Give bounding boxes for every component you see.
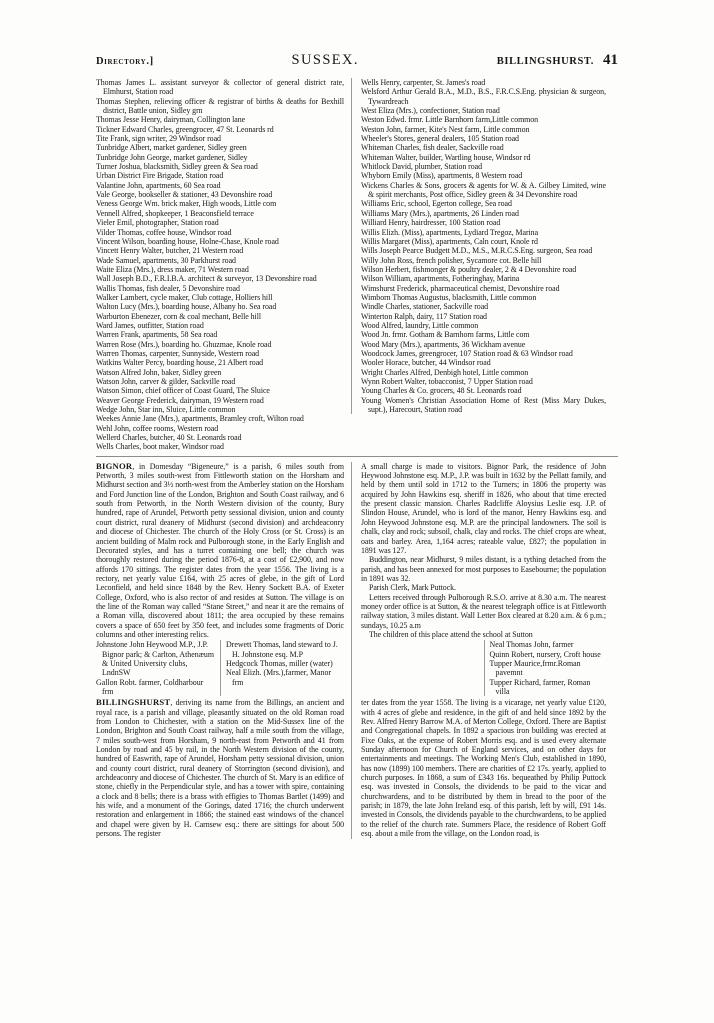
running-head-county: SUSSEX. [291, 52, 359, 68]
directory-entry: Turner Joshua, blacksmith, Sidley green & Sea road [96, 162, 258, 172]
directory-entry: Willis Margaret (Miss), apartments, Caln court, Knole rd [361, 236, 538, 246]
directory-entry: Vale George, bookseller & stationer, 43 Devonshire road [96, 190, 273, 200]
running-head-left: Directory.] [96, 56, 154, 67]
resident-entry: Gallon Robt. farmer, Coldharbour frm [96, 677, 204, 696]
resident-entry: Quinn Robert, nursery, Croft house [489, 649, 601, 659]
bignor-residents-inset-continued [361, 640, 606, 696]
bignor-place-name: BIGNOR [96, 460, 133, 471]
directory-entry: Tickner Edward Charles, greengrocer, 47 St. Leonards rd [96, 124, 274, 134]
directory-entry: Wallis Thomas, fish dealer, 5 Devonshire road [96, 283, 240, 293]
bignor-commercial-residents-continued [484, 640, 607, 696]
directory-entry: Wright Charles Alfred, Denbigh hotel, Little common [361, 367, 529, 377]
bignor-postal-info: Letters received through Pulborough R.S.O. arrive at 8.30 a.m. The nearest money order office is at Sutton, & the nearest telegraph office is at Fittleworth railway station, 3 miles distant. Wall Letter Box cleared at 8.20 a.m. & 6 p.m.; sundays, 10.25 a.m [361, 592, 606, 630]
billingshurst-place-name: BILLINGSHURST [96, 697, 171, 708]
directory-entry: Winterton Ralph, dairy, 117 Station road [361, 311, 487, 321]
directory-entry: Warburton Ebenezer, corn & coal mechant, Belle hill [96, 311, 261, 321]
directory-entry: West Eliza (Mrs.), confectioner, Station road [361, 106, 500, 116]
directory-entry: Vincent Wilson, boarding house, Holne-Chase, Knole road [96, 236, 279, 246]
directory-entry: Watson John, carver & gilder, Sackville road [96, 377, 236, 386]
article-column-right [351, 462, 606, 839]
directory-entry: Wills Joseph Pearce Budgett M.D., M.S., M.R.C.S.Eng. surgeon, Sea road [361, 246, 593, 256]
directory-entry: Wilson William, apartments, Fotheringhay, Marina [361, 274, 520, 284]
article-column-left [96, 462, 351, 839]
resident-entry: Drewett Thomas, land steward to J. H. Johnstone esq. M.P [226, 640, 338, 659]
directory-entry: Vincett Henry Walter, butcher, 21 Western road [96, 246, 244, 256]
billingshurst-article-text: , deriving its name from the Billings, an ancient and royal race, is a parish and village, pleasantly situated on the old Roman road from London to Chichester, with a station on the Mid-Sussex line of the London, Brighton and South Coast railway, half a mile south from the village, 7 miles south-west from Horsham, 9 north-east from Petworth and 41 from London by road and 45 by rail, in the North Western division of the county, hundred of Easwrith, rape of Arundel, Horsham petty sessional division, union and county court district, rural deanery of Storrington (second division), and archdeaconry and diocese of Chichester. The church of St. Mary is an edifice of stone, chiefly in the Perpendicular style, and has a tower with spire, containing a clock and 8 bells; there is a brass with effigies to Thomas Bartlet (1499) and his wife, and a monument of the Gorings, dated 1716; the church underwent restoration and enlargement in 1866; the stained east windows of the chancel and chapel were given by H. Carnsew esq.: there are sittings for about 500 persons. The register [96, 698, 344, 839]
directory-entry: Williard Henry, hairdresser, 100 Station road [361, 218, 501, 228]
directory-entry: Wells Henry, carpenter, St. James's road [361, 78, 486, 87]
bignor-residents-inset [96, 640, 344, 696]
running-head-place: BILLINGSHURST. [496, 56, 594, 67]
directory-entry: Urban District Fire Brigade, Station road [96, 171, 224, 181]
directory-entry: Walton Lucy (Mrs.), boarding house, Albany ho. Sea road [96, 302, 277, 312]
directory-entry: Wood Alfred, laundry, Little common [361, 320, 479, 330]
bignor-school-info: The children of this place attend the school at Sutton [369, 629, 533, 639]
bignor-article-text: , in Domesday “Bigeneure,” is a parish, 6 miles south from Petworth, 3 miles south-west from Fittleworth station on the Horsham and Midhurst section and 3½ north-west from the Amberley station on the Horsham and Ford Junction line of the London, Brighton and South Coast railway, and 6 south from Petworth, in the North Western division of the county, Bury hundred, rape of Arundel, Petworth petty sessional division, union and county court district, rural deanery of Midhurst (second division) and archdeaconry and diocese of Chichester. The church of the Holy Cross (or St. Cross) is an ancient building of Malm rock and Pulborough stone, in the Early English and Decorated styles, and has a turret containing one bell; the church was thoroughly restored during the period 1876-8, at a cost of £2,900, and now affords 170 sittings. The register dates from the year 1556. The living is a rectory, net yearly value £164, with 25 acres of glebe, in the gift of Lord Leconfield, and held since 1848 by the Rev. Henry Sockett B.A. of Exeter College, Oxford, who is also rector of and resides at Sutton. The village is on the line of the Roman way called “Stane Street,” and near it are the remains of a Roman villa, discovered about 1811; the area occupied by these remains covers a space of 650 feet by 350 feet, and includes some fragments of Doric columns and other interesting relics. [96, 461, 344, 639]
directory-entry: Wynn Robert Walter, tobacconist, 7 Upper Station road [361, 377, 533, 386]
directory-entry: Wood Mary (Mrs.), apartments, 36 Wickham avenue [361, 339, 526, 349]
bignor-private-residents-list [96, 640, 215, 696]
directory-entry: Williams Eric, school, Egerton college, Sea road [361, 199, 512, 209]
directory-entry: Thomas Stephen, relieving officer & registrar of births & deaths for Bexhill district, Battle union, Sidley grn [96, 96, 344, 116]
directory-entry: Warren Thomas, carpenter, Sunnyside, Western road [96, 348, 260, 358]
directory-entry: Valantine John, apartments, 60 Sea road [96, 180, 221, 190]
running-head-right [497, 52, 618, 69]
directory-entry: Vieler Emil, photographer, Station road [96, 218, 219, 228]
directory-entry: Williams Mary (Mrs.), apartments, 26 Linden road [361, 208, 519, 218]
directory-entry: Willy John Ross, french polisher, Sycamore cot. Belle hill [361, 255, 542, 265]
directory-entry: Warren Frank, apartments, 58 Sea road [96, 330, 218, 340]
directory-entry: Wehl John, coffee rooms, Western road [96, 423, 219, 433]
resident-entry: Neal Thomas John, farmer [489, 640, 574, 650]
directory-entry: Weekes Annie Jane (Mrs.), apartments, Bramley croft, Wilton road [96, 414, 304, 424]
directory-column-left [96, 78, 351, 452]
resident-entry: Hedgcock Thomas, miller (water) [226, 658, 333, 668]
directory-entry: Welsford Arthur Gerald B.A., M.D., B.S., F.R.C.S.Eng. physician & surgeon, Tywardreach [361, 87, 606, 106]
directory-entry: Whyborn Emily (Miss), apartments, 8 Western road [361, 171, 523, 181]
bignor-commercial-residents [220, 640, 344, 696]
directory-entry: Wooler Horace, butcher, 44 Windsor road [361, 358, 491, 368]
directory-entry: Wells Charles, boot maker, Windsor road [96, 442, 224, 452]
directory-entry: Wall Joseph B.D., F.R.I.B.A. architect & surveyor, 13 Devonshire road [96, 274, 317, 284]
directory-entry: Tunbridge Albert, market gardener, Sidley green [96, 143, 247, 153]
directory-entry: Vennell Alfred, shopkeeper, 1 Beaconsfield terrace [96, 208, 254, 218]
directory-entry: Walker Lambert, cycle maker, Club cottage, Holliers hill [96, 292, 273, 302]
bignor-article-continuation: A small charge is made to visitors. Bignor Park, the residence of John Heywood Johnstone esq. M.P., J.P. was built in 1632 by the Pellatt family, and held by them until sold in 1712 to the Turners; in 1806 the property was acquired by John Hawkins esq. sheriff in 1826, who about that time erected the present classic mansion. Charles Radcliffe Aloysius Leslie esq. J.P. of Slindon House, Arundel, who is lord of the manor, Henry Hawkins esq. and John Heywood Johnstone esq. M.P. are the principal landowners. The soil is chalk, clay and rock; subsoil, chalk, clay and rocks. The chief crops are wheat, oats and barley. Area, 1,164 acres; rateable value, £827; the population in 1891 was 127. [361, 461, 606, 555]
directory-entry: Watkins Walter Percy, boarding house, 21 Albert road [96, 358, 264, 368]
bignor-parish-clerk: Parish Clerk, Mark Puttock. [369, 583, 456, 593]
bignor-article-paragraph [96, 462, 344, 640]
directory-entry: Thomas James L. assistant surveyor & collector of general district rate, Elmhurst, Station road [96, 78, 344, 97]
directory-entry-list-left [96, 78, 344, 452]
bignor-commercial-list [226, 640, 344, 687]
directory-entry: Wheeler's Stores, general dealers, 105 Station road [361, 134, 519, 144]
directory-entry: Whiteman Charles, fish dealer, Sackville road [361, 143, 504, 153]
directory-entry: Weaver George Frederick, dairyman, 19 Western road [96, 395, 264, 405]
resident-entry: Neal Elizh. (Mrs.),farmer, Manor frm [226, 668, 332, 687]
directory-entry: Warren Rose (Mrs.), boarding ho. Ghuzmae, Knole road [96, 339, 272, 349]
directory-entry: Vilder Thomas, coffee house, Windsor road [96, 227, 232, 237]
directory-entry: Veness George Wm. brick maker, High woods, Little com [96, 199, 277, 209]
directory-entry: Wimshurst Frederick, pharmaceutical chemist, Devonshire road [361, 283, 560, 293]
directory-entry: Wilson Herbert, fishmonger & poultry dealer, 2 & 4 Devonshire road [361, 264, 577, 274]
directory-entry: Young Charles & Co. grocers, 48 St. Leonards road [361, 386, 522, 396]
bignor-buddington-paragraph: Buddington, near Midhurst, 9 miles distant, is a tything detached from the parish, and has been annexed for most purposes to Easebourne; the population in 1891 was 32. [361, 555, 606, 583]
directory-entry: Willis Elizh. (Miss), apartments, Lydiard Tregoz, Marina [361, 227, 539, 237]
directory-entry: Wedge John, Star inn, Sluice, Little common [96, 405, 236, 415]
bignor-commercial-list-continued [490, 640, 607, 696]
directory-entry: Young Women's Christian Association Home of Rest (Miss Mary Dukes, supt.), Harecourt, Station road [361, 395, 606, 415]
running-head [96, 52, 618, 69]
directory-entry-list-right [361, 78, 606, 414]
page-number: 41 [602, 52, 618, 68]
directory-entry: Weston John, farmer, Kite's Nest farm, Little common [361, 124, 530, 134]
directory-column-right [351, 78, 606, 414]
directory-entry: Watson Alfred John, baker, Sidley green [96, 367, 222, 377]
directory-entry: Tunbridge John George, market gardener, Sidley [96, 152, 248, 162]
resident-entry: Johnstone John Heywood M.P., J.P. Bignor park; & Carlton, Athenæum & United University clubs, LndnSW [96, 640, 214, 678]
billingshurst-article-paragraph [96, 698, 344, 838]
article-columns [96, 462, 618, 839]
directory-entry: Waite Eliza (Mrs.), dress maker, 71 Western road [96, 264, 249, 274]
bignor-private-residents [96, 640, 220, 696]
section-divider [96, 456, 618, 457]
resident-entry: Tupper Maurice,frmr.Roman pavemnt [489, 658, 581, 678]
directory-entry: Windle Charles, stationer, Sackville road [361, 302, 489, 312]
directory-columns [96, 78, 618, 452]
billingshurst-article-continuation: ter dates from the year 1558. The living is a vicarage, net yearly value £120, with 4 acres of glebe and residence, in the gift of and held since 1892 by the Rev. Alfred Henry Barrow M.A. of Merton College, Oxford. There are Baptist and Congregational chapels. In 1892 a spacious iron building was erected at Fixe Oaks, at the expense of Robert Morris esq. and is used every alternate Sunday afternoon for Church of England services, and on other days for entertainments and meetings. The Working Men's Club, established in 1890, has now (1899) 100 members. There are charities of £2 17s. yearly, applied to church purposes. In 1868, a sum of £343 16s. bequeathed by Philip Puttock esq. was invested in Consols, the dividends to be paid to the vicar and churchwardens, and to be distributed by them in bread to the poor of the parish; in 1879, the late John Ireland esq. of this parish, left by will, £91 14s. invested in Consols, the dividends payable to the churchwardens, to be applied to the relief of the church rate. Summers Place, the residence of Robert Goff esq. about a mile from the village, on the London road, is [361, 698, 606, 839]
directory-entry: Whitlock David, plumber, Station road [361, 162, 482, 172]
bignor-residents-spillover-left [361, 640, 484, 696]
directory-entry: Thomas Jesse Henry, dairyman, Collington lane [96, 115, 246, 125]
directory-entry: Tite Frank, sign writer, 29 Windsor road [96, 134, 221, 144]
directory-entry: Watson Simon, chief officer of Coast Guard, The Sluice [96, 386, 270, 396]
page-content [96, 52, 618, 839]
directory-entry: Wimborn Thomas Augustus, blacksmith, Little common [361, 292, 537, 302]
resident-entry: Tupper Richard, farmer, Roman villa [489, 677, 591, 696]
directory-entry: Woodcock James, greengrocer, 107 Station road & 63 Windsor road [361, 348, 573, 358]
directory-entry: Whiteman Walter, builder, Wartling house, Windsor rd [361, 152, 531, 162]
directory-entry: Wood Jn. frmr. Gotham & Barnhorn farms, Little com [361, 330, 530, 340]
directory-entry: Ward James, outfitter, Station road [96, 320, 204, 330]
directory-entry: Wade Samuel, apartments, 30 Parkhurst road [96, 255, 236, 265]
directory-entry: Wellerd Charles, butcher, 40 St. Leonards road [96, 433, 242, 443]
directory-entry: Weston Edwd. frmr. Little Barnhorn farm,Little common [361, 115, 539, 125]
directory-entry: Wickens Charles & Sons, grocers & agents for W. & A. Gilbey Limited, wine & spirit merchants, Post office, Sidley green & 34 Devonshire road [361, 180, 606, 200]
